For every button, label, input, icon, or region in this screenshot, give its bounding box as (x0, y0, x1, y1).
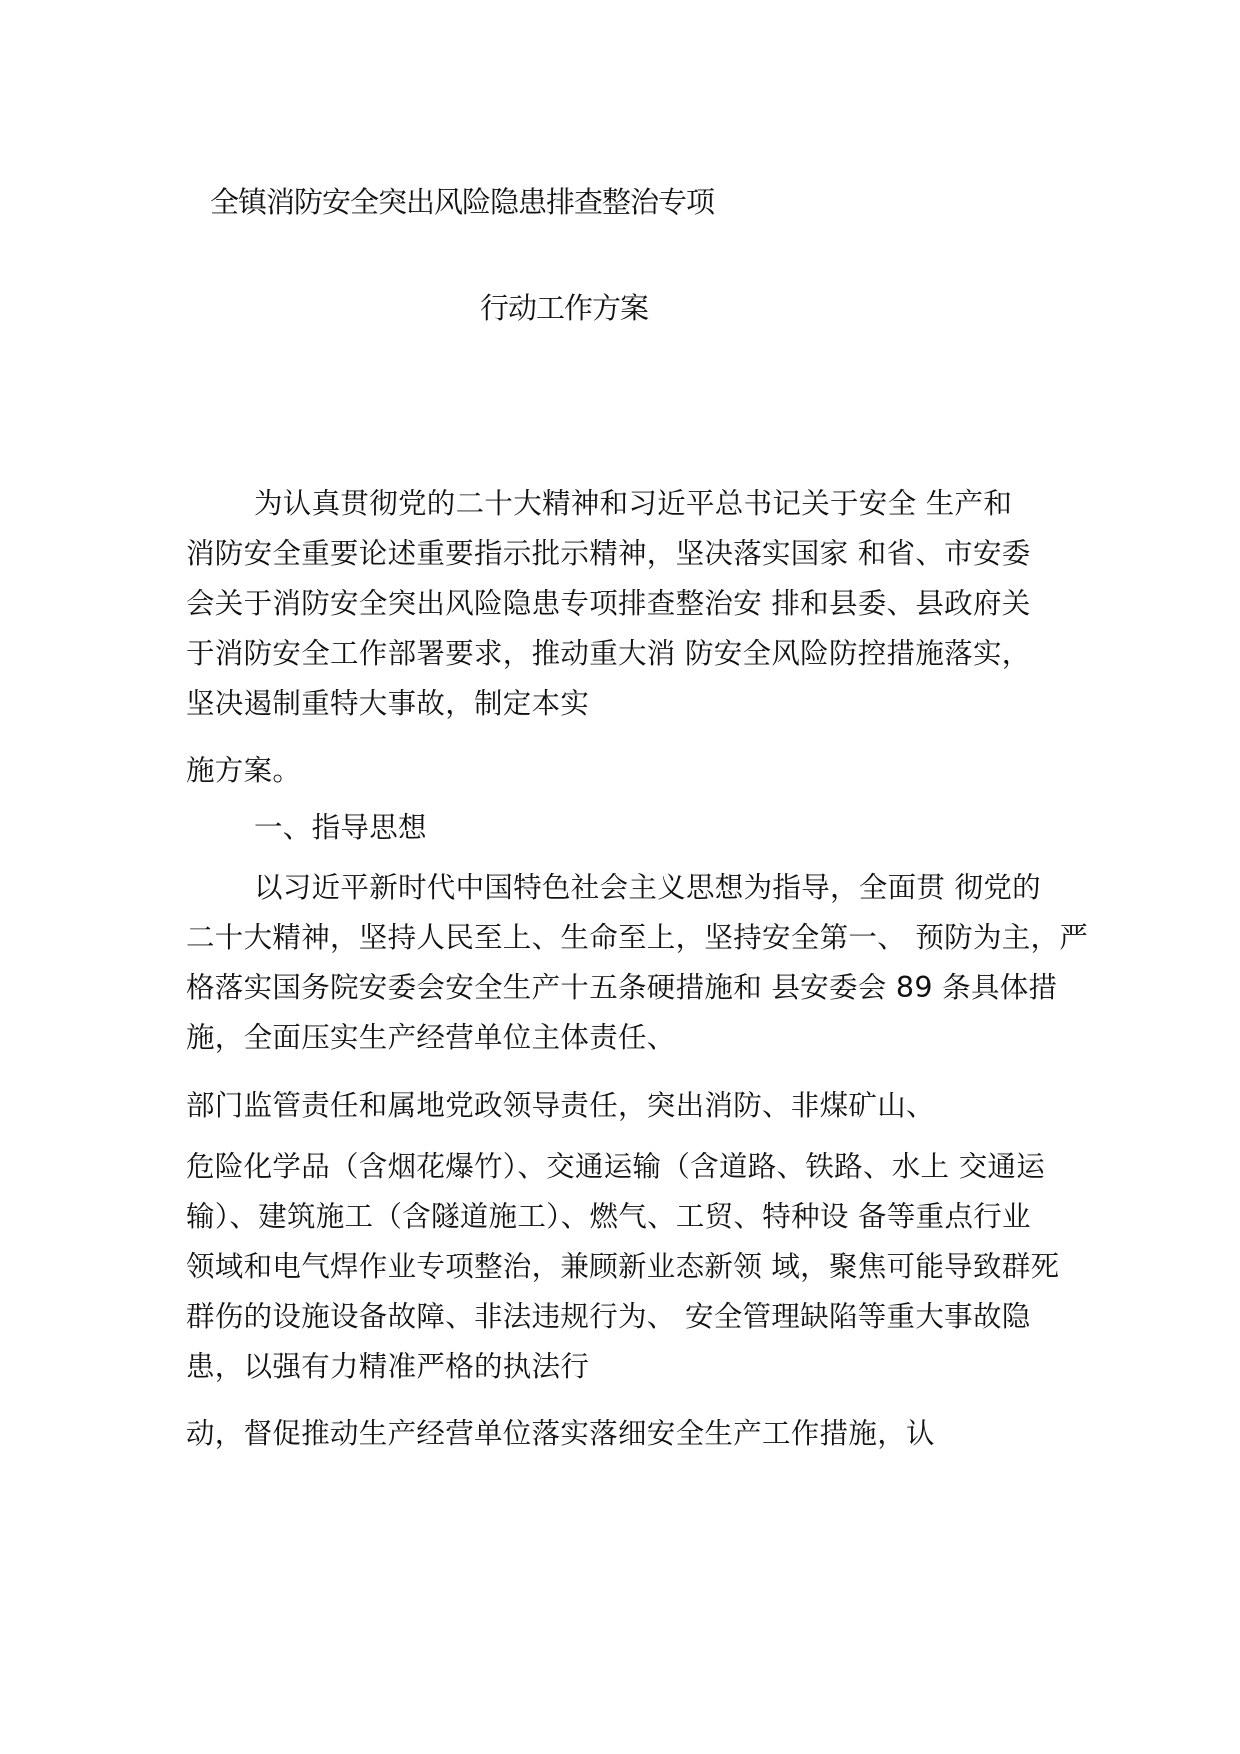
paragraph-line: 动，督促推动生产经营单位落实落细安全生产工作措施，认 (186, 1417, 935, 1450)
paragraph-line: 二十大精神，坚持人民至上、生命至上，坚持安全第一、 预防为主，严 (186, 921, 1089, 954)
paragraph-line: 为认真贯彻党的二十大精神和习近平总书记关于安全 生产和 (254, 487, 1013, 520)
paragraph-line: 以习近平新时代中国特色社会主义思想为指导，全面贯 彻党的 (254, 871, 1041, 904)
paragraph-line: 患，以强有力精准严格的执法行 (186, 1350, 590, 1383)
paragraph-line: 输）、建筑施工（含隧道施工）、燃气、工贸、特种设 备等重点行业 (186, 1200, 1031, 1233)
paragraph-line: 施方案。 (186, 754, 302, 787)
paragraph-line: 危险化学品（含烟花爆竹）、交通运输（含道路、铁路、水上 交通运 (186, 1150, 1046, 1183)
document-title-line-1: 全镇消防安全突出风险隐患排查整治专项 (210, 185, 715, 219)
paragraph-line: 领域和电气焊作业专项整治，兼顾新业态新领 域，聚焦可能导致群死 (186, 1250, 1060, 1283)
paragraph-line: 群伤的设施设备故障、非法违规行为、 安全管理缺陷等重大事故隐 (186, 1300, 1031, 1333)
section-heading: 一、指导思想 (254, 811, 427, 844)
paragraph-line: 施，全面压实生产经营单位主体责任、 (186, 1021, 676, 1054)
paragraph-line: 部门监管责任和属地党政领导责任，突出消防、非煤矿山、 (186, 1089, 935, 1122)
paragraph-line: 会关于消防安全突出风险隐患专项排查整治安 排和县委、县政府关 (186, 587, 1031, 620)
document-title-line-2: 行动工作方案 (480, 291, 649, 325)
paragraph-line: 于消防安全工作部署要求，推动重大消 防安全风险防控措施落实， (186, 637, 1031, 670)
paragraph-line: 消防安全重要论述重要指示批示精神，坚决落实国家 和省、市安委 (186, 537, 1031, 570)
paragraph-line: 坚决遏制重特大事故，制定本实 (186, 687, 590, 720)
paragraph-line: 格落实国务院安委会安全生产十五条硬措施和 县安委会 89 条具体措 (186, 971, 1058, 1004)
